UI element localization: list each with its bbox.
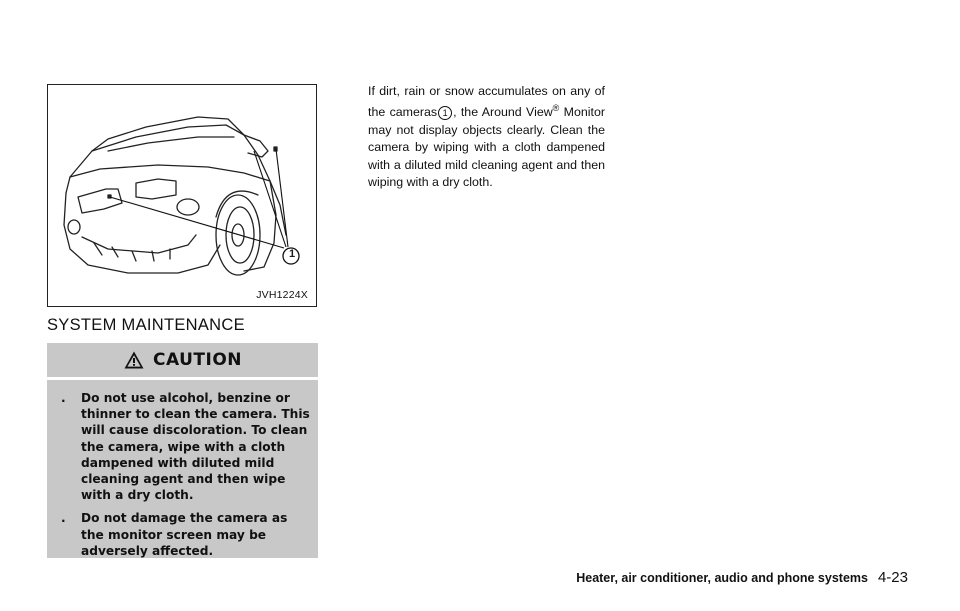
caution-item-text: Do not damage the camera as the monitor screen may be adversely affected. [81,511,288,558]
caution-box [47,343,318,558]
paragraph-text-3: Monitor may not display objects clearly. Clean the camera by wiping with a cloth dampened with a diluted mild cleaning agent and then wiping with a dry cloth. [368,105,605,190]
caution-list [47,380,318,559]
footer-chapter-title: Heater, air conditioner, audio and phone systems [576,571,868,585]
bullet: . [61,511,66,526]
car-illustration-figure [47,84,317,307]
bullet: . [61,391,66,405]
warning-triangle-icon [123,350,145,370]
car-camera-illustration [48,85,316,306]
caution-item [61,510,310,559]
caution-item-text: Do not use alcohol, benzine or thinner to clean the camera. This will cause discoloration. To clean the camera, wipe with a cloth dampened with diluted mild cleaning agent and then wipe with a dry cloth. [81,391,310,503]
callout-number: 1 [289,248,296,260]
paragraph-text-1: If dirt, rain or snow accumulates on any of the cameras [368,84,605,120]
section-title: SYSTEM MAINTENANCE [47,316,245,334]
callout-reference: 1 [438,106,452,120]
figure-code: JVH1224X [256,289,308,301]
caution-header [47,343,318,380]
caution-item [61,390,310,503]
page-number: 4-23 [877,569,908,586]
page-footer [576,569,908,586]
registered-mark: ® [552,103,560,114]
caution-title: CAUTION [152,350,242,370]
maintenance-paragraph [368,83,605,192]
paragraph-text-2: , the Around View [453,105,553,120]
